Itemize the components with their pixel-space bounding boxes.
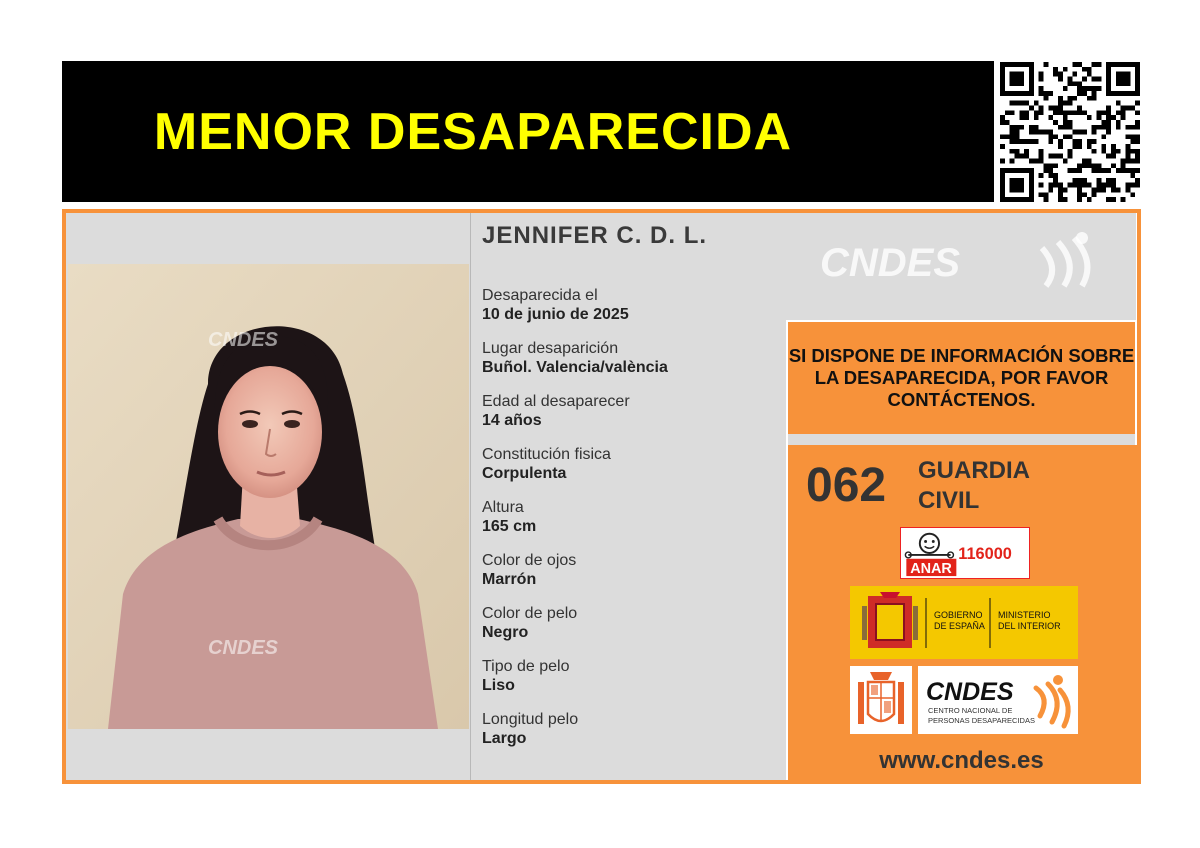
qr-code[interactable] bbox=[1000, 62, 1140, 202]
field-build bbox=[482, 445, 611, 483]
ministry-line-2: DEL INTERIOR bbox=[998, 621, 1061, 631]
title-banner bbox=[62, 61, 994, 202]
field-label: Altura bbox=[482, 499, 524, 516]
field-label: Desaparecida el bbox=[482, 287, 598, 304]
photo-watermark-top: CNDES bbox=[208, 329, 279, 351]
person-name: JENNIFER C. D. L. bbox=[482, 222, 708, 249]
field-label: Edad al desaparecer bbox=[482, 393, 630, 410]
website-link[interactable]: www.cndes.es bbox=[879, 747, 1044, 774]
field-location bbox=[482, 339, 668, 377]
anar-logo[interactable] bbox=[900, 527, 1030, 579]
field-hair-length bbox=[482, 710, 578, 748]
field-value: 10 de junio de 2025 bbox=[482, 306, 629, 323]
cndes-subtitle-2: PERSONAS DESAPARECIDAS bbox=[928, 716, 1035, 725]
gobierno-logo bbox=[850, 586, 1078, 659]
anar-label: ANAR bbox=[910, 561, 952, 578]
contact-message-box bbox=[788, 322, 1135, 434]
field-value: Marrón bbox=[482, 571, 537, 588]
cndes-watermark bbox=[820, 228, 1100, 288]
field-label: Lugar desaparición bbox=[482, 340, 619, 357]
gob-line-2: DE ESPAÑA bbox=[934, 621, 985, 631]
field-hair-type bbox=[482, 657, 569, 695]
gob-line-1: GOBIERNO bbox=[934, 610, 983, 620]
divider bbox=[788, 434, 1135, 445]
photo-watermark-bottom: CNDES bbox=[208, 637, 279, 659]
field-eye-color bbox=[482, 551, 576, 589]
field-label: Constitución fisica bbox=[482, 446, 611, 463]
missing-person-photo bbox=[68, 264, 469, 729]
field-label: Color de pelo bbox=[482, 605, 578, 622]
field-age bbox=[482, 392, 630, 430]
ministry-line-1: MINISTERIO bbox=[998, 610, 1051, 620]
field-label: Tipo de pelo bbox=[482, 658, 570, 675]
field-height bbox=[482, 498, 536, 536]
agency-line-1: GUARDIA bbox=[918, 457, 1030, 484]
agency-line-2: CIVIL bbox=[918, 487, 980, 514]
field-label: Longitud pelo bbox=[482, 711, 579, 728]
page-title: MENOR DESAPARECIDA bbox=[153, 102, 793, 161]
field-value: 14 años bbox=[482, 412, 542, 429]
cndes-logo[interactable] bbox=[918, 666, 1078, 734]
field-value: Corpulenta bbox=[482, 465, 567, 482]
agency-name bbox=[918, 456, 1030, 516]
contact-message: SI DISPONE DE INFORMACIÓN SOBRE LA DESAPARECIDA, POR FAVOR CONTÁCTENOS. bbox=[788, 345, 1135, 410]
phone-number[interactable]: 062 bbox=[806, 459, 887, 512]
field-value: Liso bbox=[482, 677, 515, 694]
cndes-subtitle-1: CENTRO NACIONAL DE bbox=[928, 706, 1013, 715]
field-label: Color de ojos bbox=[482, 552, 577, 569]
watermark-text: CNDES bbox=[820, 241, 961, 285]
field-value: 165 cm bbox=[482, 518, 537, 535]
anar-number: 116000 bbox=[958, 544, 1012, 563]
field-hair-color bbox=[482, 604, 577, 642]
cndes-name: CNDES bbox=[926, 678, 1014, 706]
field-value: Buñol. Valencia/valència bbox=[482, 359, 668, 376]
field-value: Largo bbox=[482, 730, 527, 747]
field-value: Negro bbox=[482, 624, 529, 641]
coat-of-arms-icon bbox=[850, 666, 912, 734]
field-date bbox=[482, 286, 629, 324]
